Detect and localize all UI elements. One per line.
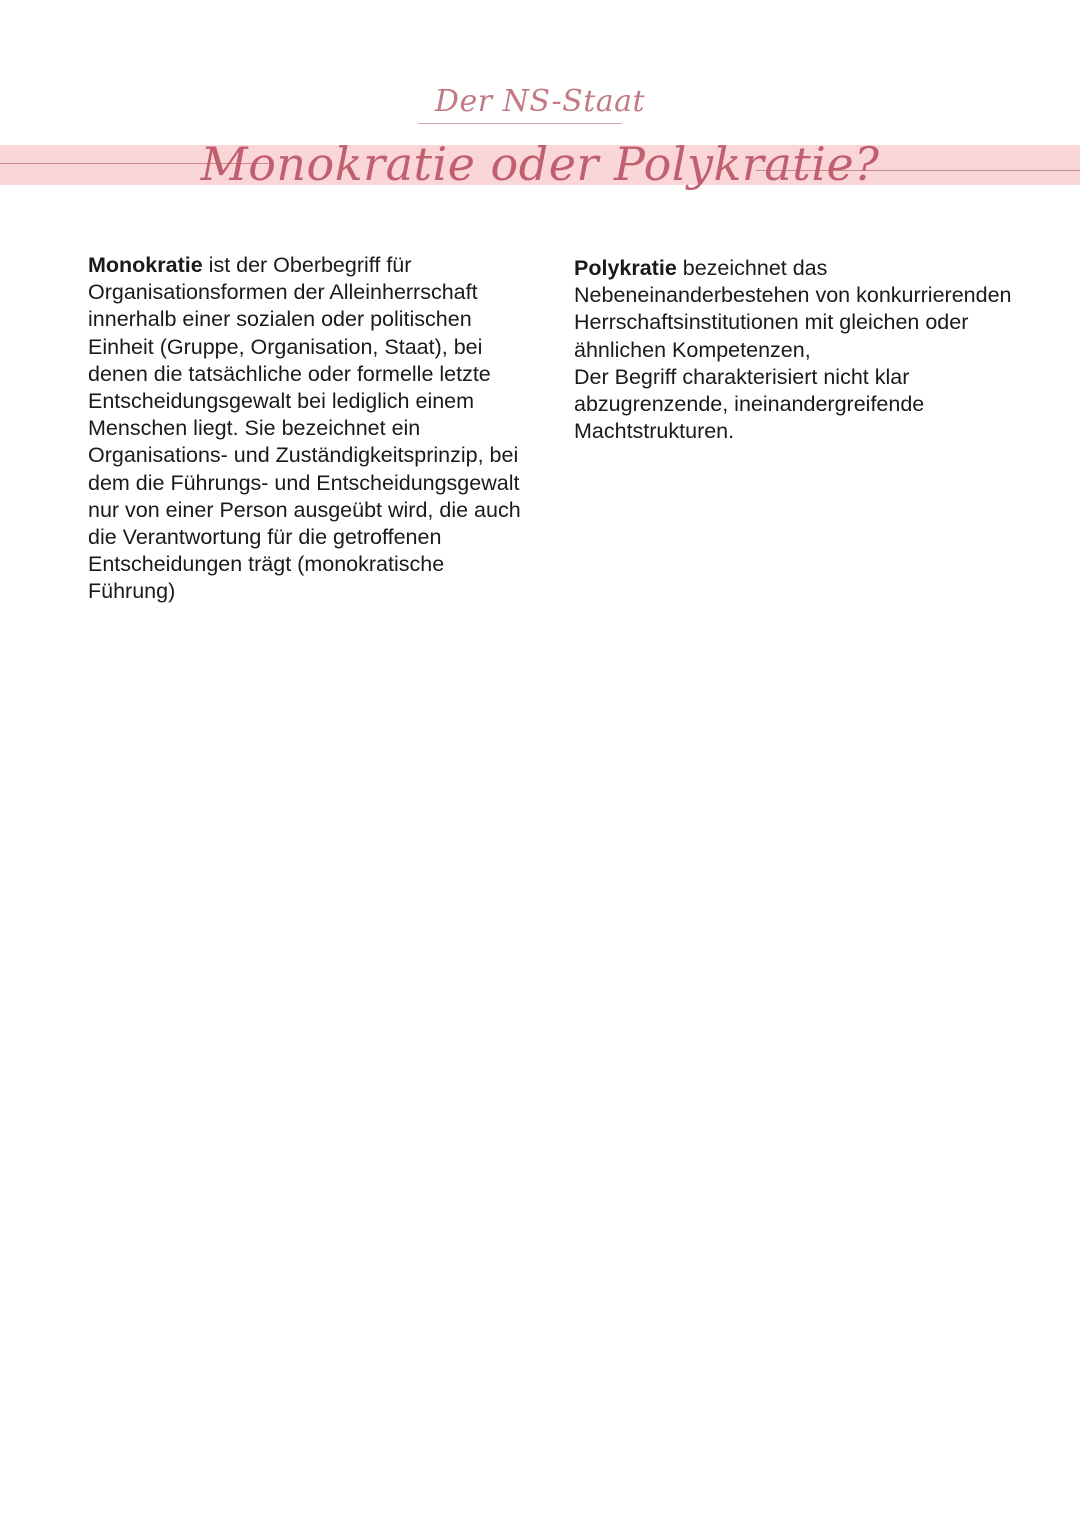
- subtitle-underline: [418, 123, 622, 124]
- polykratie-text-2: Der Begriff charakterisiert nicht klar abzugrenzende, ineinandergreifende Machtstrukturen.: [574, 364, 925, 444]
- polykratie-definition: [574, 255, 1014, 445]
- polykratie-term: Polykratie: [574, 256, 677, 280]
- page-title: Monokratie oder Polykratie?: [200, 137, 880, 191]
- monokratie-definition: [88, 252, 528, 606]
- monokratie-term: Monokratie: [88, 253, 203, 277]
- polykratie-text: bezeichnet das Nebeneinanderbestehen von konkurrierenden Herrschaftsinstitutionen mit gleichen oder ähnlichen Kompetenzen,: [574, 256, 1012, 362]
- page-subtitle: Der NS-Staat: [434, 84, 646, 119]
- monokratie-text: ist der Oberbegriff für Organisationsformen der Alleinherrschaft innerhalb einer sozialen oder politischen Einheit (Gruppe, Organisation, Staat), bei denen die tatsächliche oder formelle letzte Entscheidungsgewalt bei lediglich einem Menschen liegt. Sie bezeichnet ein Organisations- und Zuständigkeitsprinzip, bei dem die Führungs- und Entscheidungsgewalt nur von einer Person ausgeübt wird, die auch die Verantwortung für die getroffenen Entscheidungen trägt (monokratische Führung): [88, 253, 521, 604]
